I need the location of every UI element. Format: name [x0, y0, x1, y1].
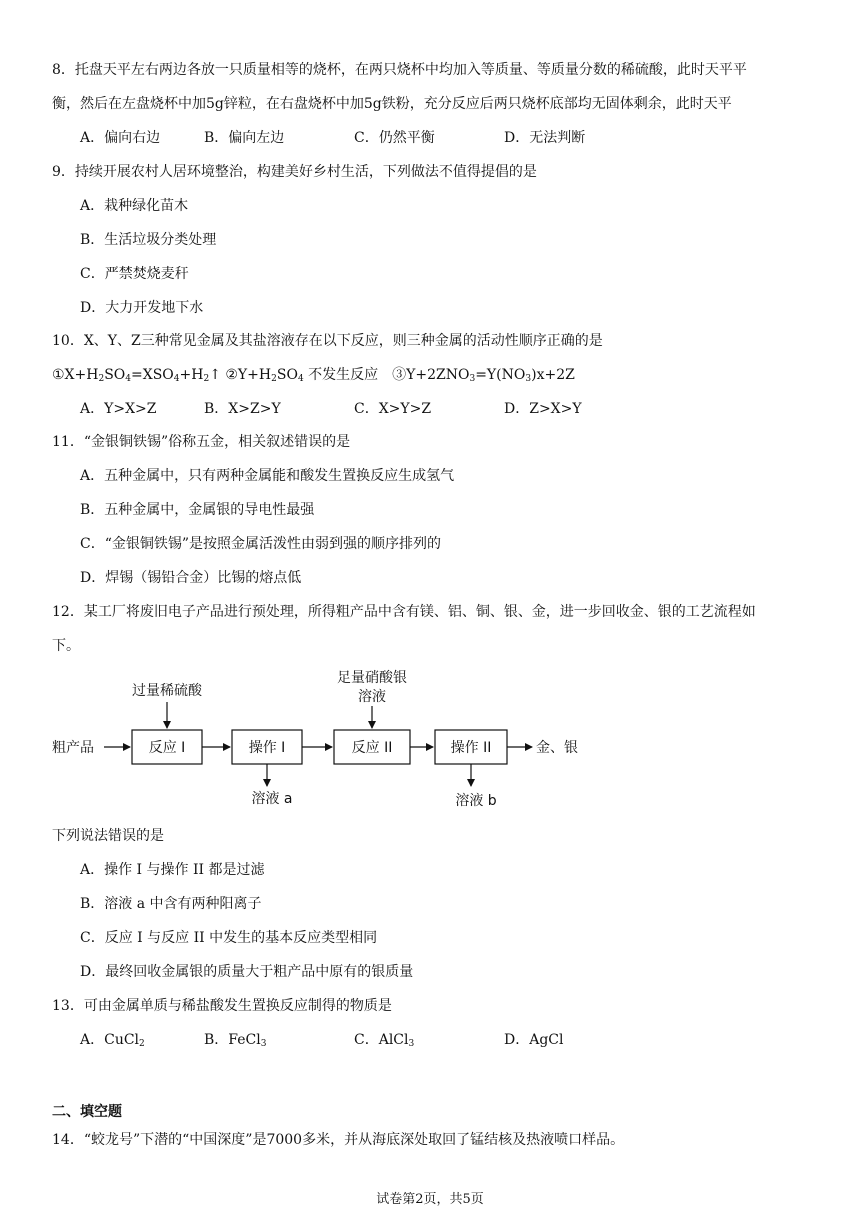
flow-box-operation-2-label: 操作 II [450, 740, 492, 756]
q12-stem-line1: 12．某工厂将废旧电子产品进行预处理，所得粗产品中含有镁、铝、铜、银、金，进一步回收金、银的工艺流程如 [52, 604, 756, 620]
q13-options [80, 1030, 564, 1050]
q8-stem-line2: 衡，然后在左盘烧杯中加5g锌粒，在右盘烧杯中加5g铁粉，充分反应后两只烧杯底部均无固体剩余，此时天平 [52, 96, 732, 112]
q11-option-c[interactable]: C．“金银铜铁锡”是按照金属活泼性由弱到强的顺序排列的 [80, 536, 442, 552]
q13-stem: 13．可由金属单质与稀盐酸发生置换反应制得的物质是 [52, 998, 392, 1014]
flow-waste-1: 溶液 a [251, 791, 293, 807]
flow-reagent-2-line2: 溶液 [358, 689, 386, 705]
q8-option-b[interactable]: B．偏向左边 [204, 130, 285, 146]
q13-option-c[interactable]: C．AlCl$_3$ [354, 1032, 415, 1049]
q11-option-d[interactable]: D．焊锡（锡铅合金）比锡的熔点低 [80, 570, 302, 586]
flow-box-reaction-1-label: 反应 I [148, 740, 186, 756]
q9-option-d[interactable]: D．大力开发地下水 [80, 300, 204, 316]
section-2-title: 二、填空题 [52, 1104, 122, 1120]
flow-reagent-2-line1: 足量硝酸银 [337, 670, 407, 686]
q11-option-a[interactable]: A．五种金属中，只有两种金属能和酸发生置换反应生成氢气 [80, 468, 455, 484]
q12-option-c[interactable]: C．反应 I 与反应 II 中发生的基本反应类型相同 [80, 930, 378, 946]
q12-prompt: 下列说法错误的是 [52, 828, 164, 844]
q12-stem-line2: 下。 [52, 638, 80, 654]
q12-option-d[interactable]: D．最终回收金属银的质量大于粗产品中原有的银质量 [80, 964, 414, 980]
q11-stem: 11．“金银铜铁锡”俗称五金，相关叙述错误的是 [52, 434, 351, 450]
q8-option-a[interactable]: A．偏向右边 [80, 130, 161, 146]
page-footer: 试卷第2页，共5页 [376, 1192, 484, 1207]
q11-option-b[interactable]: B．五种金属中，金属银的导电性最强 [80, 502, 315, 518]
flow-reagent-1: 过量稀硫酸 [132, 683, 202, 699]
q12-option-b[interactable]: B．溶液 a 中含有两种阳离子 [80, 896, 262, 912]
q10-option-c[interactable]: C．X>Y>Z [354, 401, 432, 417]
q10-option-d[interactable]: D．Z>X>Y [504, 401, 582, 417]
q8-option-d[interactable]: D．无法判断 [504, 130, 586, 146]
flow-output-label: 金、银 [536, 740, 578, 756]
flow-waste-2: 溶液 b [455, 793, 497, 809]
q9-option-a[interactable]: A．栽种绿化苗木 [80, 198, 189, 214]
q10-option-a[interactable]: A．Y>X>Z [80, 401, 157, 417]
q10-options [80, 399, 582, 419]
q13-option-a[interactable]: A．CuCl$_2$ [80, 1032, 145, 1049]
q8-option-c[interactable]: C．仍然平衡 [354, 130, 435, 146]
q12-option-a[interactable]: A．操作 I 与操作 II 都是过滤 [80, 862, 265, 878]
q10-reactions: $①X+H_2SO_4=XSO_4+H_2↑$ $②Y+H_2SO_4$ 不发生反应 $③Y+2ZNO_3=Y(NO_3)x+2Z$ [52, 367, 575, 384]
q9-option-b[interactable]: B．生活垃圾分类处理 [80, 232, 217, 248]
q10-stem: 10．X、Y、Z三种常见金属及其盐溶液存在以下反应，则三种金属的活动性顺序正确的是 [52, 333, 603, 349]
q9-stem: 9．持续开展农村人居环境整治，构建美好乡村生活，下列做法不值得提倡的是 [52, 164, 537, 180]
flow-box-reaction-2-label: 反应 II [351, 740, 393, 756]
process-flow-diagram [52, 668, 612, 818]
q13-option-d[interactable]: D．AgCl [504, 1032, 564, 1048]
flow-input-label: 粗产品 [52, 740, 94, 756]
q9-option-c[interactable]: C．严禁焚烧麦秆 [80, 266, 189, 282]
q13-option-b[interactable]: B．FeCl$_3$ [204, 1032, 267, 1049]
q8-options [80, 128, 585, 148]
q8-stem-line1: 8．托盘天平左右两边各放一只质量相等的烧杯，在两只烧杯中均加入等质量、等质量分数的稀硫酸，此时天平平 [52, 62, 747, 78]
q14-stem: 14．“蛟龙号”下潜的“中国深度”是7000多米，并从海底深处取回了锰结核及热液喷口样品。 [52, 1132, 625, 1148]
flow-box-operation-1-label: 操作 I [248, 740, 286, 756]
q10-option-b[interactable]: B．X>Z>Y [204, 401, 281, 417]
